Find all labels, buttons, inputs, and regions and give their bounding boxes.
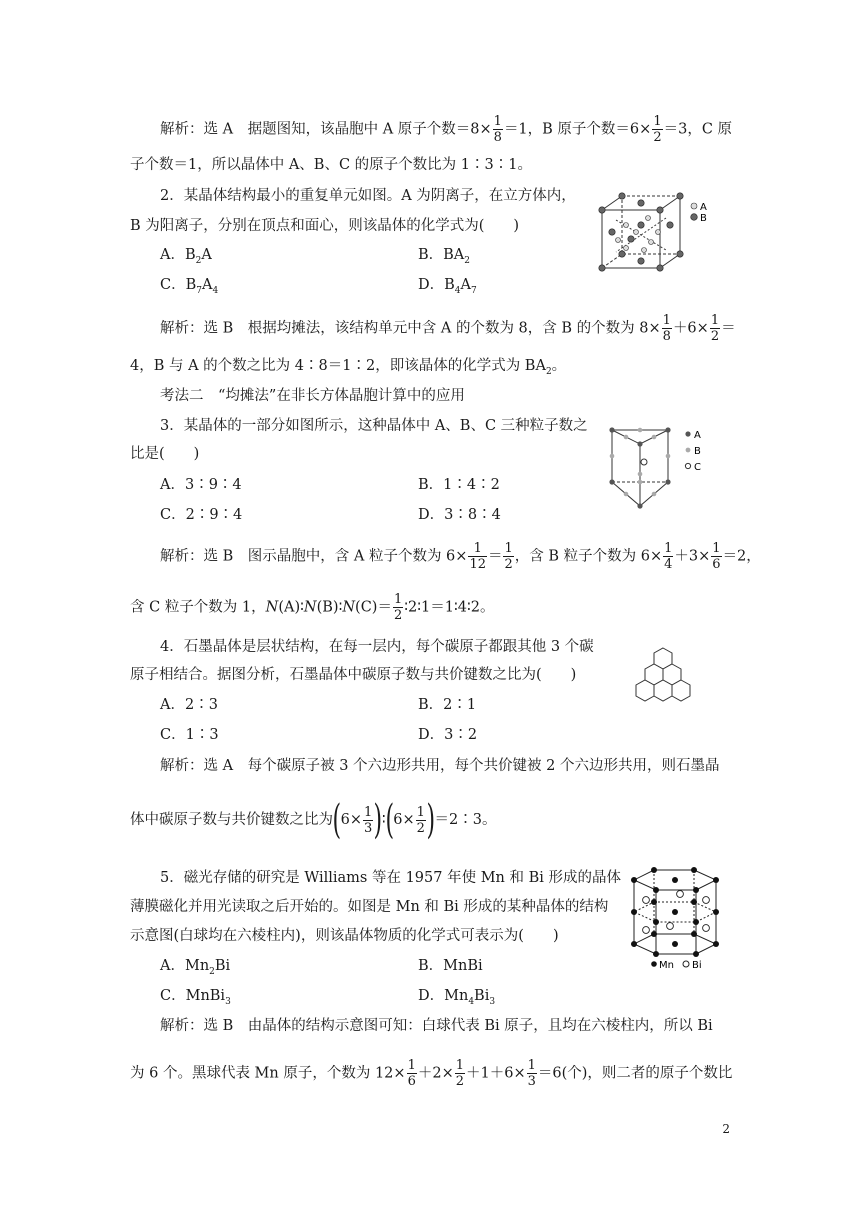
triangular-prism-figure — [600, 422, 710, 514]
q4-solution-line2: 体中碳原子数与共价键数之比为(6× $\frac{1}{3}$ )∶(6× $\frac{1}{2}$ )＝2∶3。 — [130, 797, 497, 843]
q5-option-b: B．MnBi — [418, 958, 483, 974]
fraction: $\frac{1}{8}$ — [493, 114, 502, 145]
q2-solution-line1: 解析：选 B 根据均摊法，该结构单元中含 A 的个数为 8，含 B 的个数为 8× $\frac{1}{8}$ ＋6× $\frac{1}{2}$ ＝ — [160, 313, 736, 344]
q4-solution-line1: 解析：选 A 每个碳原子被 3 个六边形共用，每个共价键被 2 个六边形共用，则石墨晶 — [160, 758, 720, 774]
q2-solution-line2: 4，B 与 A 的个数之比为 4∶8＝1∶2，即该晶体的化学式为 $BA_2$。 — [130, 358, 567, 377]
graphite-hexagon-figure — [620, 646, 706, 712]
page-number: 2 — [722, 1122, 730, 1136]
cubic-cell-figure — [596, 190, 716, 276]
q1-solution-line2: 子个数＝1，所以晶体中 A、B、C 的原子个数比为 1∶3∶1。 — [130, 157, 532, 173]
q5-stem-line1: 5．磁光存储的研究是 Williams 等在 1957 年使 Mn 和 Bi 形成的晶体 — [160, 870, 622, 886]
q2-option-b: B．$BA_2$ — [418, 247, 471, 266]
q4-option-d: D．3∶2 — [418, 727, 478, 743]
q3-solution-line2: 含 C 粒子个数为 1，N(A)∶N(B)∶N(C)＝ $\frac{1}{2}$ ∶2∶1＝1∶4∶2。 — [130, 592, 495, 623]
q3-option-b: B．1∶4∶2 — [418, 477, 500, 493]
q2-option-a: A．$B_2A$ — [160, 247, 212, 266]
q4-stem-line1: 4．石墨晶体是层状结构，在每一层内，每个碳原子都跟其他 3 个碳 — [160, 639, 594, 655]
q1-solution-line1: 解析：选 A 据题图知，该晶胞中 A 原子个数＝8× $\frac{1}{8}$ ＝1，B 原子个数＝6× $\frac{1}{2}$ ＝3，C 原 — [160, 114, 733, 145]
legend-b: B — [694, 446, 701, 457]
q5-stem-line3: 示意图(白球均在六棱柱内)，则该晶体物质的化学式可表示为( ) — [130, 928, 559, 944]
q3-option-c: C．2∶9∶4 — [160, 507, 243, 523]
q5-option-d: D．$Mn_4Bi_3$ — [418, 988, 496, 1007]
q3-option-d: D．3∶8∶4 — [418, 507, 501, 523]
q5-option-c: C．MnBi$_3$ — [160, 988, 231, 1007]
legend-b: B — [700, 213, 707, 224]
q3-option-a: A．3∶9∶4 — [160, 477, 242, 493]
q4-option-a: A．2∶3 — [160, 697, 218, 713]
legend-c: C — [694, 462, 701, 473]
legend-a: A — [700, 202, 707, 213]
fraction: $\frac{1}{2}$ — [504, 541, 513, 572]
fraction: $\frac{1}{3}$ — [363, 804, 373, 836]
q2-stem-line2: B 为阳离子，分别在顶点和面心，则该晶体的化学式为( ) — [130, 218, 520, 234]
q3-stem-line1: 3．某晶体的一部分如图所示，这种晶体中 A、B、C 三种粒子数之 — [160, 418, 588, 434]
fraction: $\frac{1}{3}$ — [527, 1058, 536, 1089]
q2-option-d: D．$B_4A_7$ — [418, 277, 477, 296]
q5-solution-line2: 为 6 个。黑球代表 Mn 原子，个数为 12× $\frac{1}{6}$ ＋2× $\frac{1}{2}$ ＋1＋6× $\frac{1}{3}$ ＝6(个)，则二者的原子个数比 — [130, 1058, 733, 1089]
q4-option-b: B．2∶1 — [418, 697, 477, 713]
fraction: $\frac{1}{2}$ — [455, 1058, 464, 1089]
legend-bi: Bi — [692, 960, 702, 971]
q4-stem-line2: 原子相结合。据图分析，石墨晶体中碳原子数与共价键数之比为( ) — [130, 667, 577, 683]
q4-option-c: C．1∶3 — [160, 727, 219, 743]
q5-option-a: A．$Mn_2Bi$ — [160, 958, 231, 977]
fraction: $\frac{1}{6}$ — [407, 1058, 416, 1089]
q5-solution-line1: 解析：选 B 由晶体的结构示意图可知：白球代表 Bi 原子，且均在六棱柱内，所以 Bi — [160, 1018, 713, 1034]
fraction: $\frac{1}{6}$ — [712, 541, 721, 572]
fraction: $\frac{1}{2}$ — [710, 313, 720, 344]
fraction: $\frac{1}{8}$ — [662, 313, 671, 344]
fraction: $\frac{1}{2}$ — [653, 114, 662, 145]
fraction: $\frac{1}{12}$ — [469, 541, 486, 572]
q5-stem-line2: 薄膜磁化并用光读取之后开始的。如图是 Mn 和 Bi 形成的某种晶体的结构 — [130, 899, 609, 915]
q3-stem-line2: 比是( ) — [130, 446, 200, 462]
legend-mn: Mn — [659, 960, 674, 971]
q2-option-c: C．$B_7A_4$ — [160, 277, 219, 296]
q3-solution-line1: 解析：选 B 图示晶胞中，含 A 粒子个数为 6× $\frac{1}{12}$ ＝ $\frac{1}{2}$ ，含 B 粒子个数为 6× $\frac{1}{4}$ ＋3× $\frac{1}{6}$ ＝2， — [160, 541, 761, 572]
fraction: $\frac{1}{2}$ — [393, 592, 403, 623]
fraction: $\frac{1}{2}$ — [416, 804, 425, 836]
legend-a: A — [694, 430, 701, 441]
q2-stem-line1: 2．某晶体结构最小的重复单元如图。A 为阴离子，在立方体内， — [160, 188, 576, 204]
method-heading: 考法二 “均摊法”在非长方体晶胞计算中的应用 — [160, 388, 465, 404]
fraction: $\frac{1}{4}$ — [664, 541, 673, 572]
hexagonal-prism-figure — [624, 864, 734, 972]
